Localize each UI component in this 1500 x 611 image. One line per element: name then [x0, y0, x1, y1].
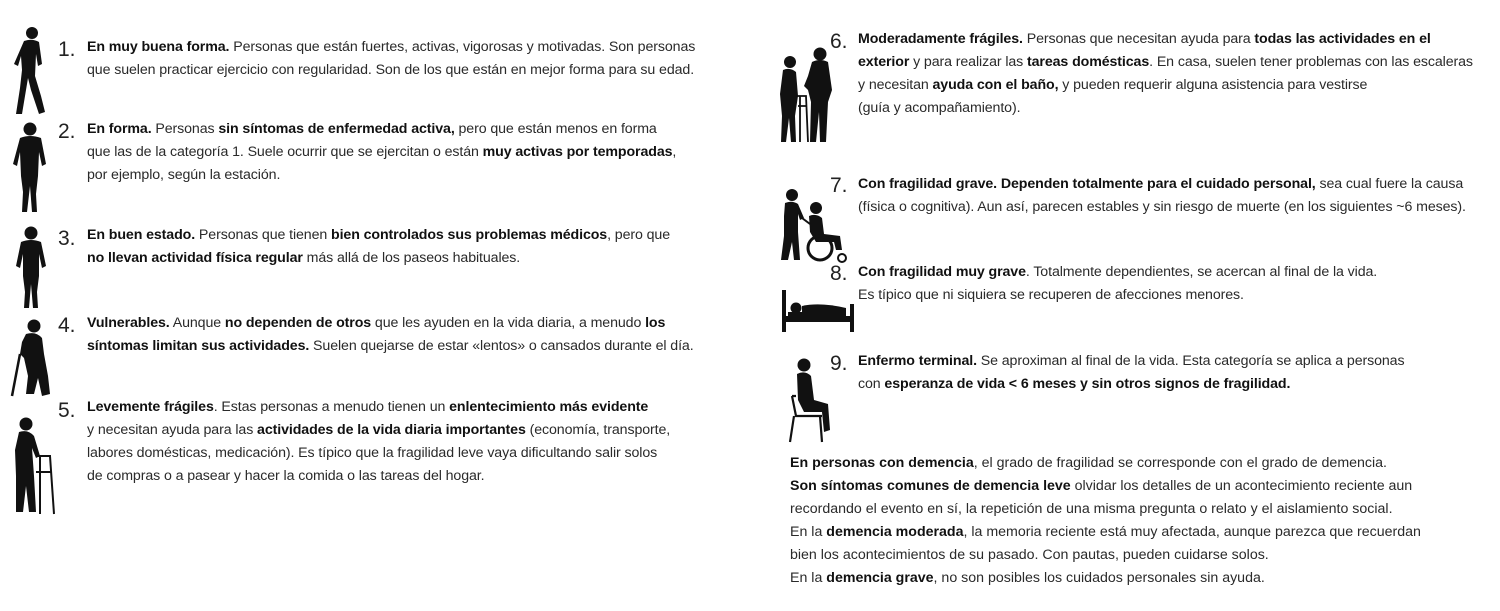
item-description — [858, 173, 1466, 219]
text-line — [858, 350, 1404, 373]
bold-text-run: Vulnerables. — [87, 315, 170, 331]
text-line — [858, 173, 1466, 196]
item-number: 5. — [58, 399, 76, 422]
bold-text-run: ayuda con el baño, — [932, 77, 1059, 93]
text-run: pero que están menos en forma — [454, 121, 657, 137]
bold-text-run: demencia moderada — [826, 524, 964, 540]
text-line — [87, 118, 676, 141]
bold-text-run: bien controlados sus problemas médicos — [331, 227, 608, 243]
item-number: 9. — [830, 352, 848, 375]
text-run: , pero que — [607, 227, 670, 243]
bold-text-run: Con fragilidad muy grave — [858, 264, 1026, 280]
bold-text-run: En personas con demencia — [790, 455, 974, 471]
text-line — [87, 396, 670, 419]
text-run: con — [858, 376, 885, 392]
text-run: y necesitan ayuda para las — [87, 422, 258, 438]
seated-person-icon — [786, 356, 836, 446]
text-run: Suelen quejarse de estar «lentos» o cansados durante el día. — [309, 338, 694, 354]
bold-text-run: síntomas limitan sus actividades. — [87, 338, 310, 354]
text-line — [858, 284, 1377, 307]
text-line — [87, 335, 694, 358]
text-run: Personas que necesitan ayuda para — [1022, 31, 1255, 47]
text-run: (física o cognitiva). Aun así, parecen estables y sin riesgo de muerte (en los siguientes ~6 meses). — [858, 199, 1466, 215]
elderly-person-standing-icon — [14, 226, 48, 310]
text-run: (guía y acompañamiento). — [858, 100, 1021, 116]
bold-text-run: enlentecimiento más evidente — [449, 399, 649, 415]
item-description — [87, 118, 676, 187]
item-description — [87, 312, 694, 358]
bold-text-run: exterior — [858, 54, 910, 70]
text-run: que les ayuden en la vida diaria, a menudo — [371, 315, 646, 331]
item-number: 1. — [58, 38, 76, 61]
dementia-note — [790, 452, 1421, 590]
text-run: , la memoria reciente está muy afectada, aunque parezca que recuerdan — [963, 524, 1421, 540]
item-description — [858, 28, 1473, 120]
item-description — [858, 350, 1404, 396]
text-run: , — [672, 144, 677, 160]
bold-text-run: no dependen de otros — [224, 315, 372, 331]
text-line — [858, 373, 1404, 396]
text-run: Aunque — [169, 315, 225, 331]
text-line — [858, 74, 1473, 97]
bold-text-run: Con fragilidad grave. Dependen totalmente para el cuidado personal, — [858, 176, 1316, 192]
bold-text-run: tareas domésticas — [1027, 54, 1150, 70]
text-line — [858, 51, 1473, 74]
bold-text-run: Enfermo terminal. — [858, 353, 977, 369]
bold-text-run: Moderadamente frágiles. — [858, 31, 1023, 47]
person-in-wheelchair-icon — [776, 188, 856, 264]
bold-text-run: actividades de la vida diaria importantes — [257, 422, 526, 438]
text-line — [858, 28, 1473, 51]
text-run: . Totalmente dependientes, se acercan al final de la vida. — [1025, 264, 1378, 280]
bold-text-run: muy activas por temporadas — [482, 144, 673, 160]
text-line — [87, 164, 676, 187]
text-line — [87, 465, 670, 488]
bold-text-run: En buen estado. — [87, 227, 196, 243]
item-number: 2. — [58, 120, 76, 143]
text-run: En la — [790, 524, 827, 540]
text-run: y pueden requerir alguna asistencia para vestirse — [1058, 77, 1368, 93]
text-line — [87, 59, 695, 82]
text-line — [790, 475, 1421, 498]
text-line — [87, 141, 676, 164]
elderly-man-walking-icon — [12, 26, 48, 118]
text-line — [790, 521, 1421, 544]
text-run: y necesitan — [858, 77, 933, 93]
text-run: de compras o a pasear y hacer la comida o las tareas del hogar. — [87, 468, 485, 484]
bold-text-run: sin síntomas de enfermedad activa, — [218, 121, 455, 137]
text-line — [790, 567, 1421, 590]
item-description — [87, 224, 670, 270]
text-run: y para realizar las — [909, 54, 1028, 70]
bold-text-run: esperanza de vida < 6 meses y sin otros signos de fragilidad. — [884, 376, 1291, 392]
text-line — [790, 498, 1421, 521]
text-run: recordando el evento en sí, la repetición de una misma pregunta o relato y el aislamiento social. — [790, 501, 1393, 517]
text-run: Personas que están fuertes, activas, vigorosas y motivadas. Son personas — [229, 39, 696, 55]
bold-text-run: los — [645, 315, 666, 331]
text-run: . En casa, suelen tener problemas con las escaleras — [1149, 54, 1473, 70]
item-number: 7. — [830, 174, 848, 197]
text-run: , no son posibles los cuidados personales sin ayuda. — [933, 570, 1265, 586]
text-run: por ejemplo, según la estación. — [87, 167, 281, 183]
bold-text-run: En forma. — [87, 121, 152, 137]
text-line — [87, 224, 670, 247]
text-line — [858, 261, 1377, 284]
assisted-person-with-walker-icon — [778, 46, 836, 146]
text-line — [87, 36, 695, 59]
text-line — [790, 452, 1421, 475]
item-description — [87, 36, 695, 82]
text-run: Personas que tienen — [195, 227, 332, 243]
text-run: . Estas personas a menudo tienen un — [213, 399, 450, 415]
text-run: labores domésticas, medicación). Es típico que la fragilidad leve vaya dificultando salir solos — [87, 445, 658, 461]
text-line — [858, 196, 1466, 219]
text-line — [87, 247, 670, 270]
bold-text-run: demencia grave — [826, 570, 934, 586]
text-run: Se aproximan al final de la vida. Esta categoría se aplica a personas — [976, 353, 1405, 369]
item-number: 6. — [830, 30, 848, 53]
bold-text-run: todas las actividades en el — [1254, 31, 1431, 47]
text-run: sea cual fuere la causa — [1315, 176, 1464, 192]
text-run: Es típico que ni siquiera se recuperen de afecciones menores. — [858, 287, 1244, 303]
text-line — [87, 442, 670, 465]
text-line — [858, 97, 1473, 120]
bold-text-run: no llevan actividad física regular — [87, 250, 303, 266]
text-line — [87, 419, 670, 442]
bold-text-run: Levemente frágiles — [87, 399, 214, 415]
text-run: (economía, transporte, — [525, 422, 671, 438]
text-run: , el grado de fragilidad se corresponde con el grado de demencia. — [973, 455, 1387, 471]
text-run: Personas — [151, 121, 219, 137]
bold-text-run: Son síntomas comunes de demencia leve — [790, 478, 1071, 494]
text-run: bien los acontecimientos de su pasado. Con pautas, pueden cuidarse solos. — [790, 547, 1269, 563]
text-line — [790, 544, 1421, 567]
item-number: 4. — [58, 314, 76, 337]
text-run: que las de la categoría 1. Suele ocurrir que se ejercitan o están — [87, 144, 483, 160]
text-run: olvidar los detalles de un acontecimiento reciente aun — [1070, 478, 1413, 494]
text-run: más allá de los paseos habituales. — [302, 250, 521, 266]
text-run: que suelen practicar ejercicio con regularidad. Son de los que están en mejor forma para su edad. — [87, 62, 695, 78]
item-description — [87, 396, 670, 488]
elderly-person-with-cane-icon — [8, 318, 54, 400]
item-description — [858, 261, 1377, 307]
bold-text-run: En muy buena forma. — [87, 39, 230, 55]
text-run: En la — [790, 570, 827, 586]
elderly-man-standing-icon — [10, 122, 50, 216]
item-number: 3. — [58, 227, 76, 250]
elderly-person-with-walker-icon — [10, 416, 56, 516]
text-line — [87, 312, 694, 335]
item-number: 8. — [830, 262, 848, 285]
person-in-bed-icon — [780, 290, 856, 334]
